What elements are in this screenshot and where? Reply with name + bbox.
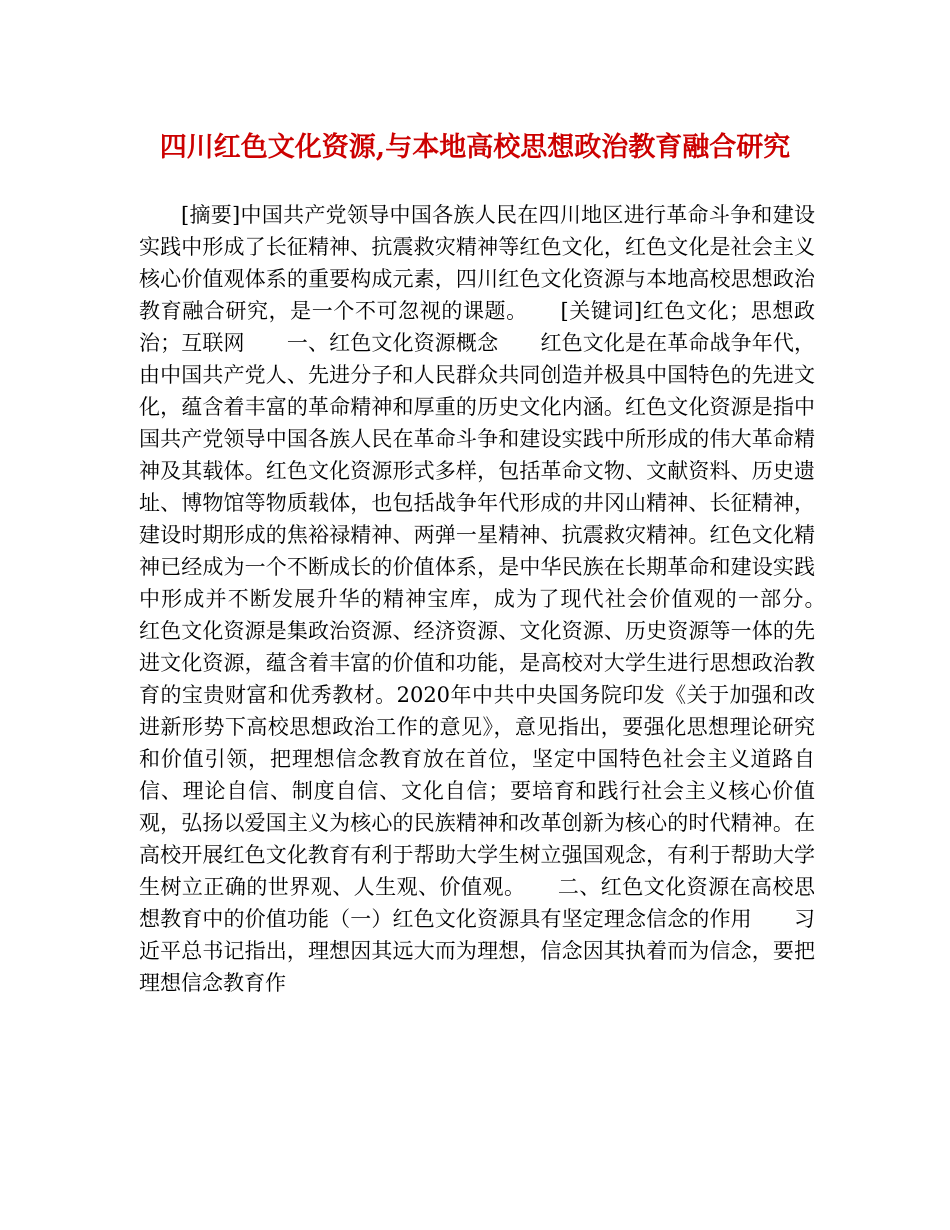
document-title: 四川红色文化资源,与本地高校思想政治教育融合研究 [159,132,791,163]
document-body-paragraph: [摘要]中国共产党领导中国各族人民在四川地区进行革命斗争和建设实践中形成了长征精神、抗震救灾精神等红色文化，红色文化是社会主义核心价值观体系的重要构成元素，四川红色文化资源与本地高校思想政治教育融合研究，是一个不可忽视的课题。 [关键词]红色文化；思想政治；互联网 一、红色文化资源概念 红色文化是在革命战争年代，由中国共产党人、先进分子和人民群众共同创造并极具中国特色的先进文化，蕴含着丰富的革命精神和厚重的历史文化内涵。红色文化资源是指中国共产党领导中国各族人民在革命斗争和建设实践中所形成的伟大革命精神及其载体。红色文化资源形式多样，包括革命文物、文献资料、历史遗址、博物馆等物质载体，也包括战争年代形成的井冈山精神、长征精神，建设时期形成的焦裕禄精神、两弹一星精神、抗震救灾精神。红色文化精神已经成为一个不断成长的价值体系，是中华民族在长期革命和建设实践中形成并不断发展升华的精神宝库，成为了现代社会价值观的一部分。 红色文化资源是集政治资源、经济资源、文化资源、历史资源等一体的先进文化资源，蕴含着丰富的价值和功能，是高校对大学生进行思想政治教育的宝贵财富和优秀教材。2020年中共中央国务院印发《关于加强和改进新形势下高校思想政治工作的意见》，意见指出，要强化思想理论研究和价值引领，把理想信念教育放在首位，坚定中国特色社会主义道路自信、理论自信、制度自信、文化自信；要培育和践行社会主义核心价值观，弘扬以爱国主义为核心的民族精神和改革创新为核心的时代精神。在高校开展红色文化教育有利于帮助大学生树立强国观念，有利于帮助大学生树立正确的世界观、人生观、价值观。 二、红色文化资源在高校思想教育中的价值功能（一）红色文化资源具有坚定理念信念的作用 习近平总书记指出，理想因其远大而为理想，信念因其执着而为信念，要把理想信念教育作 [139,203,857,995]
